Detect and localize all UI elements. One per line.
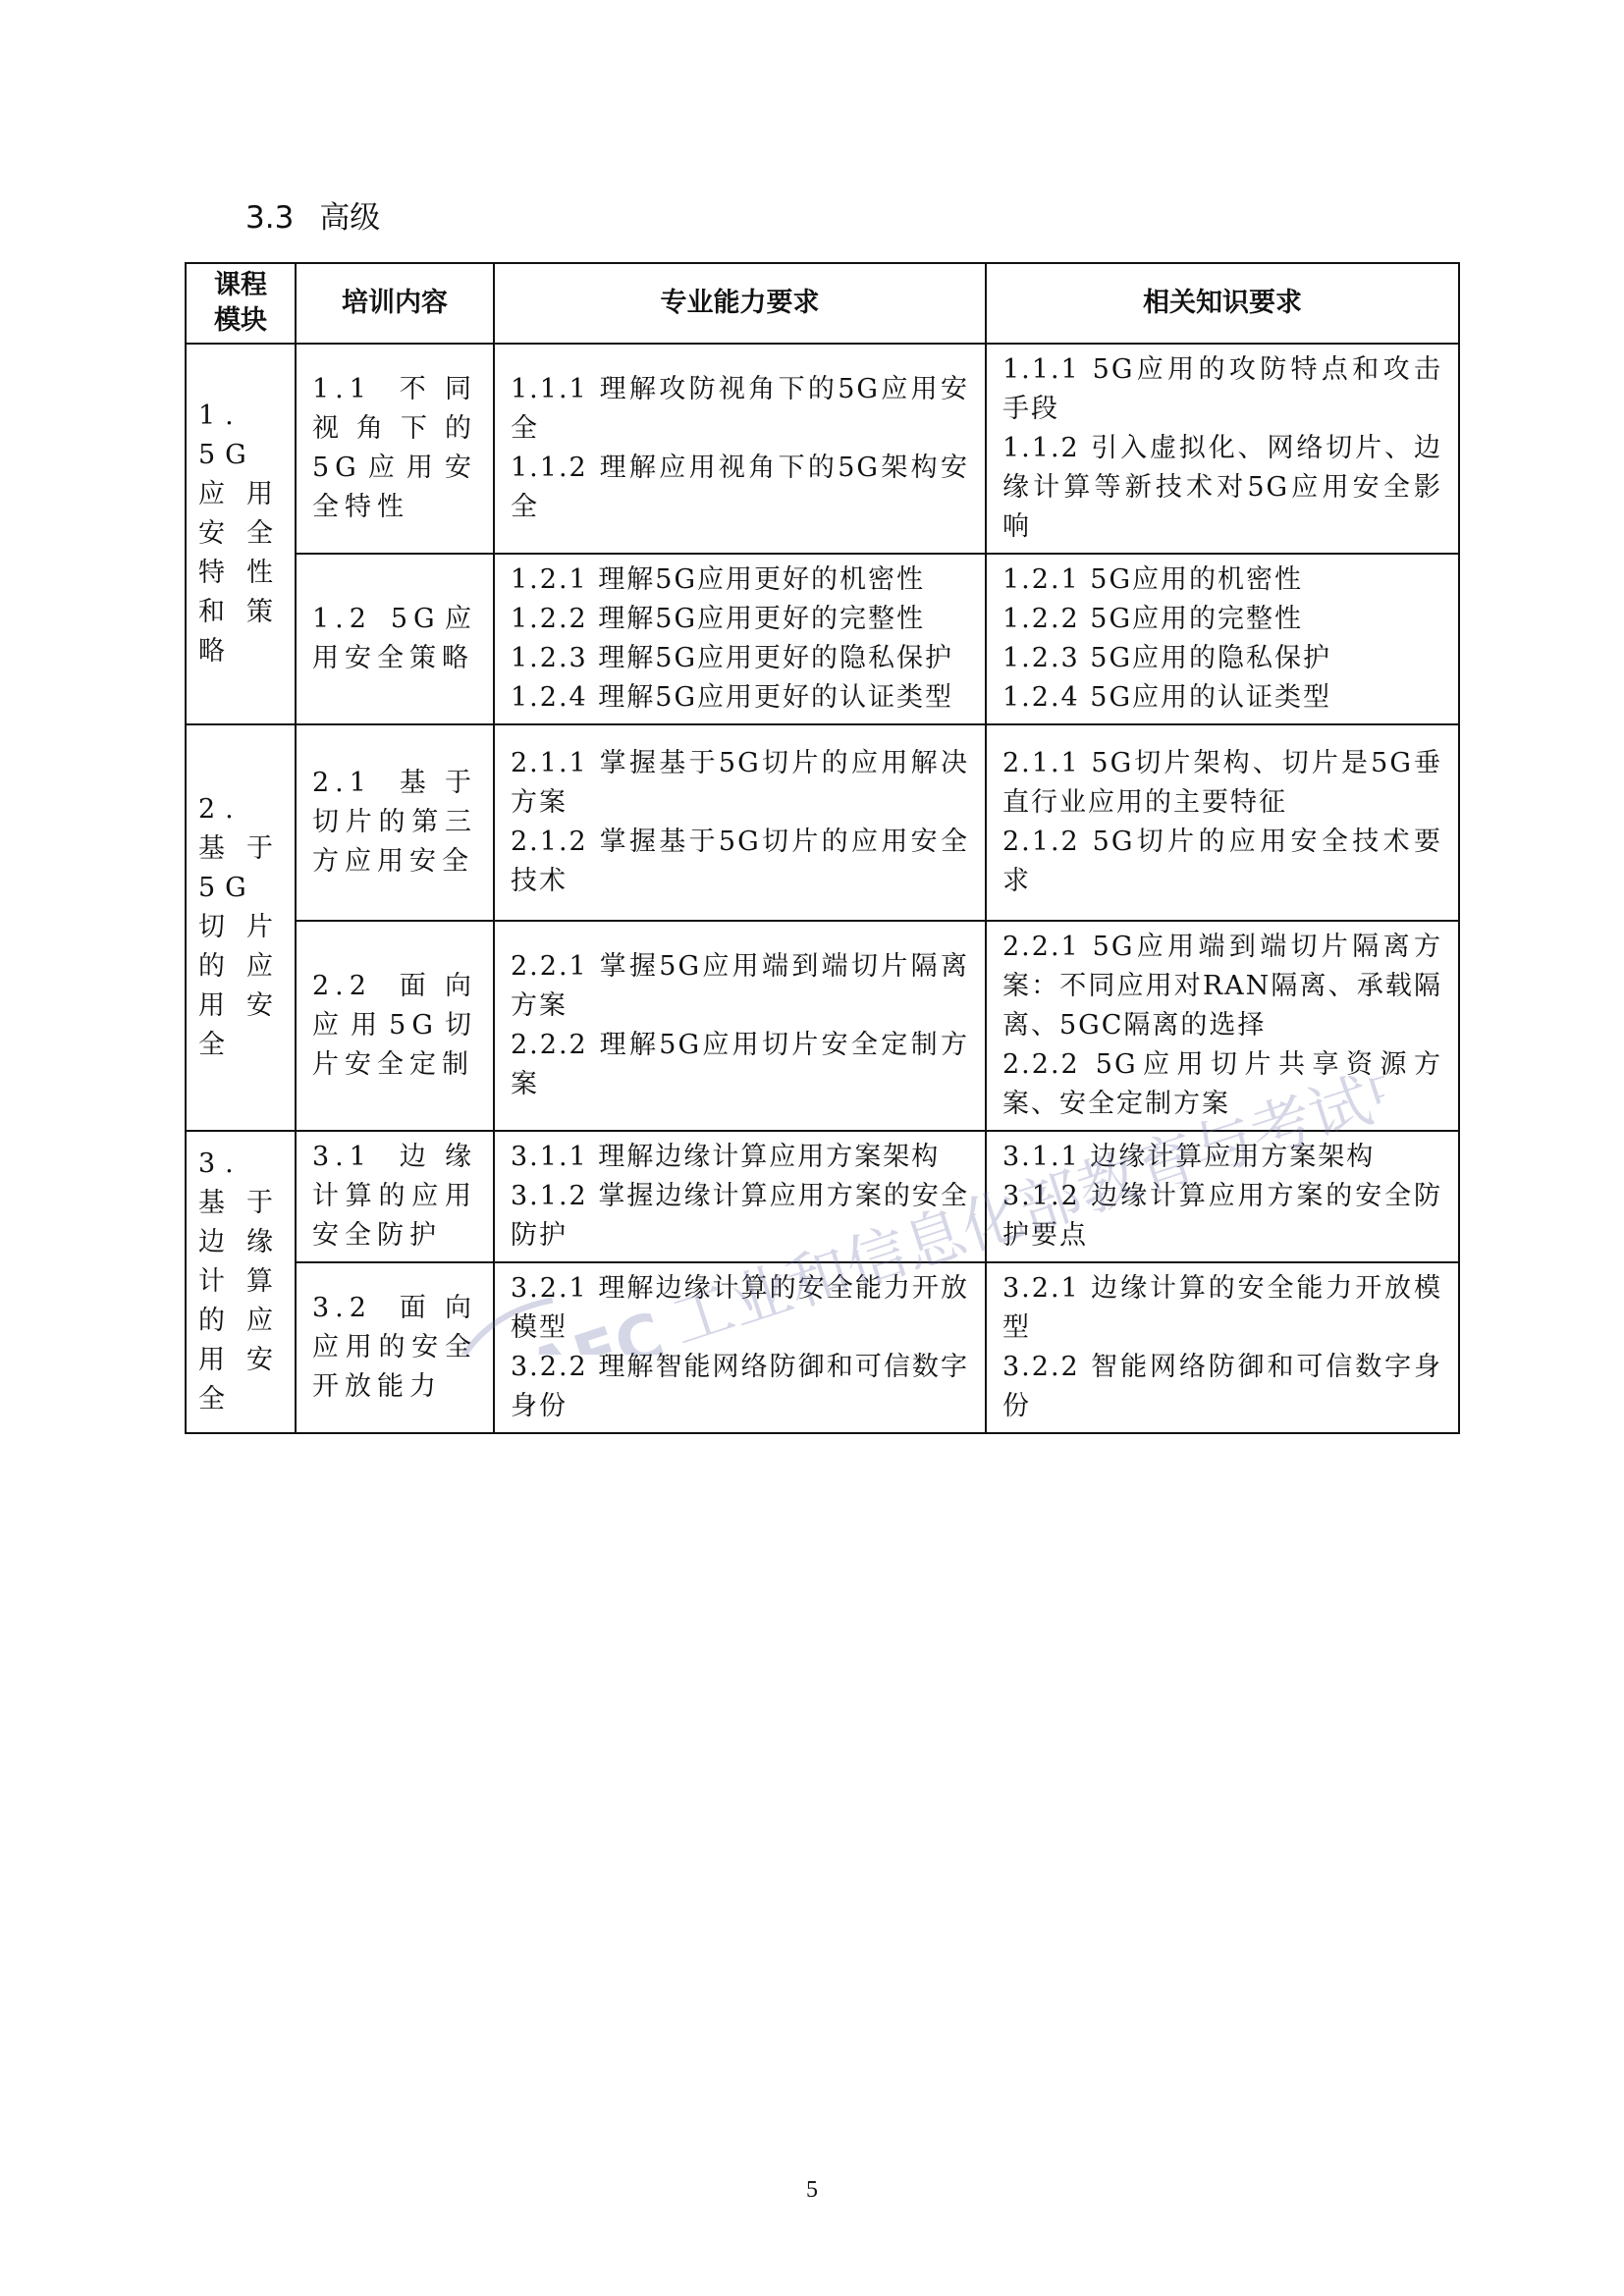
skill-item: 3.2.1 理解边缘计算的安全能力开放模型	[511, 1273, 969, 1343]
module-cell: 2. 基于5G切片的应用安全	[186, 724, 296, 1131]
knowledge-item: 3.1.1 边缘计算应用方案架构	[1002, 1142, 1376, 1172]
module-cell: 1. 5G应用安全特性和策略	[186, 344, 296, 724]
knowledge-item: 2.1.2 5G切片的应用安全技术要求	[1002, 827, 1442, 896]
content-cell: 3.2 面向应用的安全开放能力	[296, 1262, 494, 1433]
knowledge-item: 1.2.2 5G应用的完整性	[1002, 604, 1304, 634]
skill-item: 3.1.2 掌握边缘计算应用方案的安全防护	[511, 1181, 969, 1251]
knowledge-item: 3.2.1 边缘计算的安全能力开放模型	[1002, 1273, 1442, 1343]
section-heading	[245, 196, 380, 240]
table-row	[186, 724, 1459, 921]
table-row	[186, 1262, 1459, 1433]
knowledge-cell	[986, 921, 1459, 1131]
skill-item: 2.2.1 掌握5G应用端到端切片隔离方案	[511, 951, 969, 1021]
skill-item: 3.1.1 理解边缘计算应用方案架构	[511, 1142, 941, 1172]
knowledge-item: 3.1.2 边缘计算应用方案的安全防护要点	[1002, 1181, 1442, 1251]
content-cell: 2.2 面向应用5G切片安全定制	[296, 921, 494, 1131]
table-row	[186, 554, 1459, 724]
knowledge-cell	[986, 554, 1459, 724]
knowledge-item: 2.2.2 5G应用切片共享资源方案、安全定制方案	[1002, 1049, 1442, 1119]
knowledge-cell	[986, 1131, 1459, 1262]
table-header-row	[186, 263, 1459, 344]
knowledge-cell	[986, 344, 1459, 554]
curriculum-table	[185, 262, 1460, 1434]
header-module: 课程模块	[186, 263, 296, 344]
content-cell: 3.1 边缘计算的应用安全防护	[296, 1131, 494, 1262]
skills-cell	[494, 1131, 986, 1262]
skill-item: 1.2.1 理解5G应用更好的机密性	[511, 564, 926, 595]
skill-item: 2.2.2 理解5G应用切片安全定制方案	[511, 1030, 969, 1099]
skill-item: 2.1.1 掌握基于5G切片的应用解决方案	[511, 748, 969, 818]
knowledge-item: 1.2.1 5G应用的机密性	[1002, 564, 1304, 595]
content-cell: 1.1 不同视角下的5G应用安全特性	[296, 344, 494, 554]
watermark-text: 工业和信息化部教育与考试中心	[663, 1027, 1384, 1355]
knowledge-item: 3.2.2 智能网络防御和可信数字身份	[1002, 1352, 1442, 1421]
skill-item: 1.1.2 理解应用视角下的5G架构安全	[511, 453, 969, 522]
skills-cell	[494, 921, 986, 1131]
knowledge-item: 2.1.1 5G切片架构、切片是5G垂直行业应用的主要特征	[1002, 748, 1442, 818]
knowledge-item: 1.1.1 5G应用的攻防特点和攻击手段	[1002, 354, 1442, 424]
header-skills: 专业能力要求	[494, 263, 986, 344]
knowledge-item: 1.1.2 引入虚拟化、网络切片、边缘计算等新技术对5G应用安全影响	[1002, 433, 1442, 542]
module-cell: 3. 基于边缘计算的应用安全	[186, 1131, 296, 1433]
page-number: 5	[806, 2177, 818, 2203]
skills-cell	[494, 554, 986, 724]
content-cell: 1.2 5G应用安全策略	[296, 554, 494, 724]
knowledge-item: 1.2.3 5G应用的隐私保护	[1002, 643, 1332, 673]
skill-item: 1.2.3 理解5G应用更好的隐私保护	[511, 643, 954, 673]
knowledge-item: 1.2.4 5G应用的认证类型	[1002, 682, 1332, 713]
table-row	[186, 344, 1459, 554]
skills-cell	[494, 1262, 986, 1433]
section-number: 3.3	[245, 200, 295, 236]
knowledge-cell	[986, 724, 1459, 921]
header-knowledge: 相关知识要求	[986, 263, 1459, 344]
content-cell: 2.1 基于切片的第三方应用安全	[296, 724, 494, 921]
skill-item: 1.2.4 理解5G应用更好的认证类型	[511, 682, 954, 713]
table-row	[186, 1131, 1459, 1262]
header-content: 培训内容	[296, 263, 494, 344]
skill-item: 2.1.2 掌握基于5G切片的应用安全技术	[511, 827, 969, 896]
skill-item: 1.1.1 理解攻防视角下的5G应用安全	[511, 374, 969, 444]
knowledge-cell	[986, 1262, 1459, 1433]
skills-cell	[494, 724, 986, 921]
knowledge-item: 2.2.1 5G应用端到端切片隔离方案：不同应用对RAN隔离、承载隔离、5GC隔离的选择	[1002, 932, 1442, 1041]
skill-item: 1.2.2 理解5G应用更好的完整性	[511, 604, 926, 634]
skill-item: 3.2.2 理解智能网络防御和可信数字身份	[511, 1352, 969, 1421]
skills-cell	[494, 344, 986, 554]
section-title: 高级	[319, 200, 381, 236]
table-row	[186, 921, 1459, 1131]
